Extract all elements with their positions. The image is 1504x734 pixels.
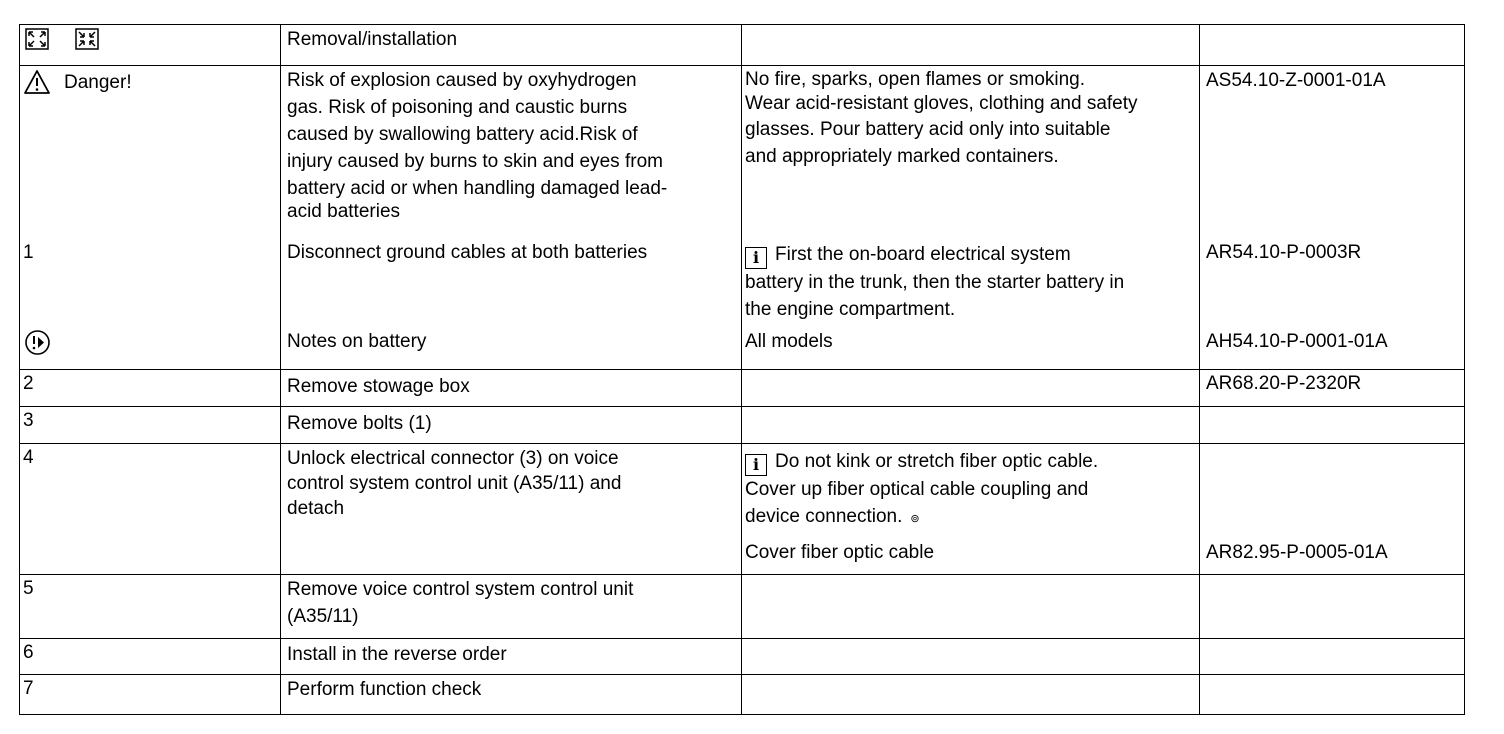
table-row-header	[20, 25, 1464, 66]
risk-line: battery acid or when handling damaged lead-	[287, 178, 668, 199]
measure-line: Wear acid-resistant gloves, clothing and safety	[745, 92, 1138, 114]
risk-text	[287, 67, 667, 225]
table-row	[20, 575, 1464, 639]
info-icon: i	[745, 247, 767, 269]
step-note: i First the on-board electrical system battery in the trunk, then the starter battery in the engine compartment.	[745, 244, 1125, 320]
step-number: 6	[23, 642, 34, 663]
step-number: 7	[23, 678, 34, 699]
step-number: 4	[23, 447, 34, 468]
sub-note: All models	[745, 331, 833, 352]
table-row	[20, 675, 1464, 714]
table-row	[20, 370, 1464, 407]
expand-icon	[25, 28, 49, 55]
danger-reference: AS54.10-Z-0001-01A	[1206, 70, 1386, 91]
step-number: 5	[23, 578, 34, 599]
step-action: Remove stowage box	[287, 376, 470, 397]
step-note: i Do not kink or stretch fiber optic cable. Cover up fiber optical cable coupling and device connection. ⊚	[745, 451, 1099, 527]
notes-icon	[24, 329, 51, 361]
header-title: Removal/installation	[287, 29, 458, 50]
table-row	[20, 444, 1464, 575]
measure-line: No fire, sparks, open flames or smoking.	[745, 69, 1086, 90]
risk-line: caused by swallowing battery acid.Risk of	[287, 124, 638, 145]
sub-action: Notes on battery	[287, 331, 427, 352]
table-row	[20, 639, 1464, 675]
step-action: Install in the reverse order	[287, 644, 507, 665]
measure-line: glasses. Pour battery acid only into suitable	[745, 119, 1111, 140]
danger-label: Danger!	[64, 72, 132, 93]
collapse-icon	[75, 28, 99, 55]
step-action: Unlock electrical connector (3) on voice control system control unit (A35/11) and detach	[287, 448, 622, 519]
safety-measures-text	[745, 67, 1138, 170]
sub-reference: AH54.10-P-0001-01A	[1206, 331, 1388, 352]
risk-line: injury caused by burns to skin and eyes from	[287, 151, 663, 172]
step-number: 1	[23, 242, 34, 263]
measure-line: and appropriately marked containers.	[745, 145, 1059, 167]
step-action: Remove bolts (1)	[287, 413, 432, 434]
step-action: Perform function check	[287, 679, 482, 700]
fiber-optic-symbol-icon: ⊚	[910, 513, 920, 525]
step-number: 3	[23, 410, 34, 431]
procedure-table	[19, 24, 1465, 715]
step-action: Remove voice control system control unit (A35/11)	[287, 579, 634, 627]
risk-line: Risk of explosion caused by oxyhydrogen	[287, 70, 637, 91]
step-reference: AR68.20-P-2320R	[1206, 373, 1362, 394]
sub-note: Cover fiber optic cable	[745, 542, 935, 563]
table-row-danger-step1	[20, 65, 1464, 370]
step-action: Disconnect ground cables at both batteries	[287, 242, 648, 263]
sub-reference: AR82.95-P-0005-01A	[1206, 542, 1388, 563]
risk-line: acid batteries	[287, 201, 401, 222]
step-number: 2	[23, 373, 34, 394]
risk-line: gas. Risk of poisoning and caustic burns	[287, 97, 628, 118]
table-row	[20, 407, 1464, 444]
warning-icon	[23, 69, 51, 100]
step-reference: AR54.10-P-0003R	[1206, 242, 1362, 263]
info-icon: i	[745, 454, 767, 476]
